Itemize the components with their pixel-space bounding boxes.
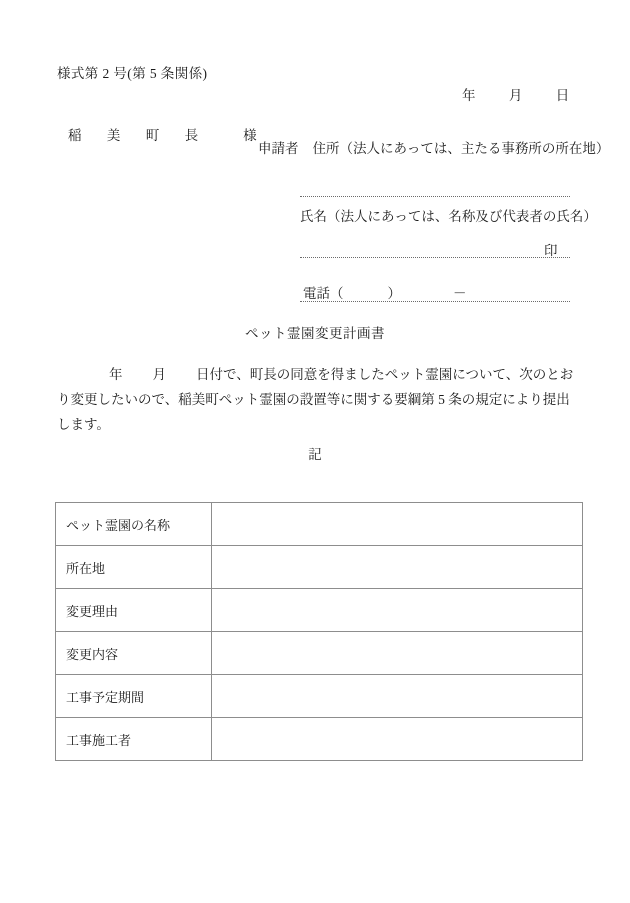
page-title: ペット霊園変更計画書 bbox=[245, 326, 385, 341]
phone-entry-rule bbox=[300, 301, 570, 302]
date-day-label: 日 bbox=[555, 88, 570, 103]
body-year-label: 年 bbox=[109, 367, 123, 382]
table-row-value[interactable] bbox=[212, 718, 583, 761]
table-row-label: 所在地 bbox=[56, 546, 212, 589]
table-row bbox=[56, 503, 583, 546]
body-month-label: 月 bbox=[152, 367, 166, 382]
seal-mark: 印 bbox=[544, 242, 558, 258]
applicant-address-row bbox=[258, 141, 610, 156]
table-row-value[interactable] bbox=[212, 503, 583, 546]
name-entry-line[interactable] bbox=[300, 240, 570, 258]
applicant-role-label: 申請者 bbox=[258, 141, 299, 156]
phone-entry-line[interactable] bbox=[300, 283, 570, 302]
table-row bbox=[56, 546, 583, 589]
applicant-name-label: 氏名（法人にあっては、名称及び代表者の氏名） bbox=[300, 209, 597, 224]
table-body bbox=[56, 503, 583, 761]
phone-dash-label: － bbox=[453, 285, 467, 301]
applicant-address-label: 住所（法人にあっては、主たる事務所の所在地） bbox=[312, 141, 610, 156]
table-row-label: ペット霊園の名称 bbox=[56, 503, 212, 546]
body-line1-text: 日付で、町長の同意を得ましたペット霊園について、次のとおり変更 bbox=[57, 367, 574, 407]
ki-marker: 記 bbox=[308, 447, 322, 462]
change-plan-table bbox=[55, 502, 583, 761]
body-paragraph bbox=[57, 362, 575, 437]
name-entry-rule bbox=[300, 257, 570, 258]
addressee-line bbox=[68, 124, 257, 144]
date-line bbox=[462, 84, 569, 104]
table-row bbox=[56, 589, 583, 632]
date-month-label: 月 bbox=[508, 88, 523, 103]
phone-text-group bbox=[303, 287, 467, 301]
table-row bbox=[56, 675, 583, 718]
addressee-honorific: 様 bbox=[243, 128, 257, 143]
table-row-value[interactable] bbox=[212, 675, 583, 718]
table-row bbox=[56, 718, 583, 761]
applicant-name-row bbox=[300, 208, 597, 226]
table-row bbox=[56, 632, 583, 675]
phone-paren-close-label: ） bbox=[387, 285, 401, 301]
applicant-block bbox=[258, 141, 610, 156]
table-row-value[interactable] bbox=[212, 632, 583, 675]
form-number-label: 様式第 2 号(第 5 条関係) bbox=[57, 66, 208, 81]
date-year-label: 年 bbox=[462, 88, 476, 103]
addressee-town-name: 稲 美 町 長 bbox=[68, 128, 210, 143]
table-row-label: 変更理由 bbox=[56, 589, 212, 632]
address-entry-line[interactable] bbox=[300, 196, 570, 197]
table-row-label: 工事施工者 bbox=[56, 718, 212, 761]
phone-prefix-label: 電話（ bbox=[303, 285, 344, 301]
table-row-value[interactable] bbox=[212, 589, 583, 632]
table-row-value[interactable] bbox=[212, 546, 583, 589]
body-line2-text: したいので、稲美町ペット霊園の設置等に関する要綱第 5 条の規定により提出します。 bbox=[57, 392, 570, 432]
table-row-label: 変更内容 bbox=[56, 632, 212, 675]
table-row-label: 工事予定期間 bbox=[56, 675, 212, 718]
